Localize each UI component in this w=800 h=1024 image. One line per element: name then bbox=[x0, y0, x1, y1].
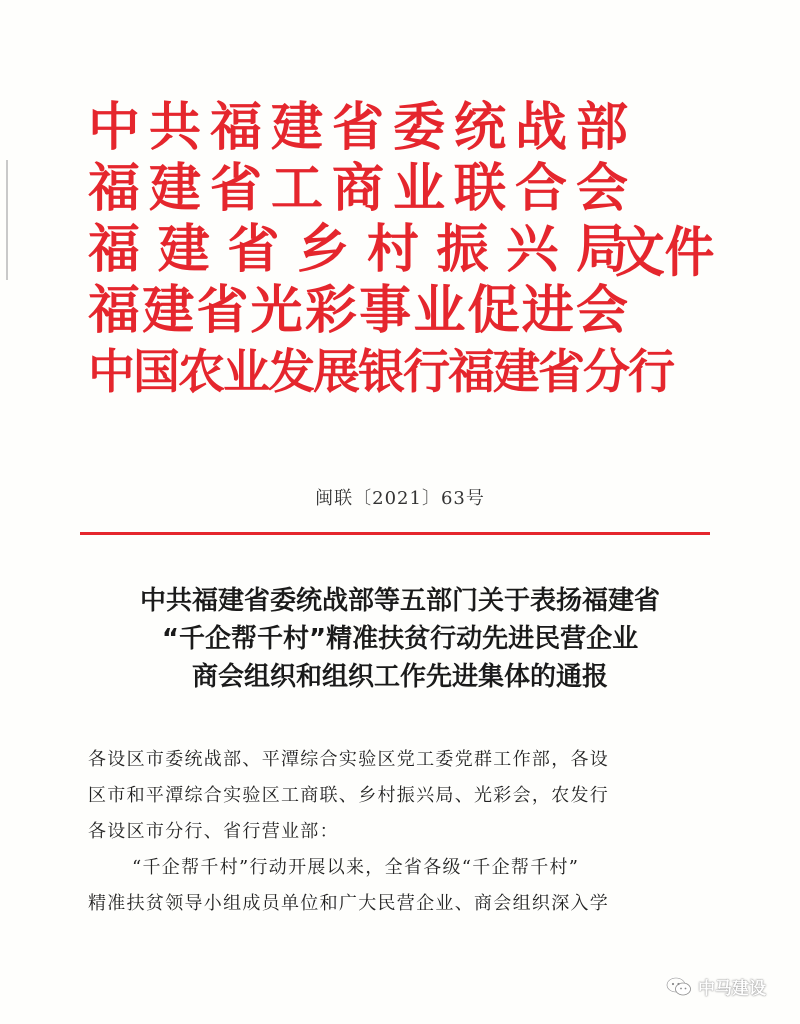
addressee-line: 各设区市委统战部、平潭综合实验区党工委党群工作部，各设 bbox=[88, 749, 610, 770]
document-number: 闽联〔2021〕63号 bbox=[315, 488, 485, 509]
watermark bbox=[666, 974, 766, 999]
document-type-label: 文件 bbox=[615, 221, 715, 284]
document-body bbox=[88, 742, 728, 922]
issuer-line: 福建省乡村振兴局 bbox=[88, 220, 628, 280]
paragraph-line: 精准扶贫领导小组成员单位和广大民营企业、商会组织深入学 bbox=[88, 893, 610, 914]
addressee-line: 各设区市分行、省行营业部： bbox=[88, 821, 339, 842]
paragraph-line: “千企帮千村”行动开展以来，全省各级“千企帮千村” bbox=[132, 857, 580, 878]
issuer-line: 福建省工商业联合会 bbox=[88, 159, 628, 219]
red-divider-line bbox=[80, 532, 710, 535]
issuer-line: 中共福建省委统战部 bbox=[88, 98, 628, 158]
title-line: 商会组织和组织工作先进集体的通报 bbox=[191, 662, 608, 692]
addressee-line: 区市和平潭综合实验区工商联、乡村振兴局、光彩会，农发行 bbox=[88, 785, 610, 806]
document-title bbox=[60, 582, 740, 696]
title-line: “千企帮千村”精准扶贫行动先进民营企业 bbox=[161, 624, 639, 654]
watermark-text: 中马建设 bbox=[698, 979, 766, 999]
issuer-line: 中国农业发展银行福建省分行 bbox=[88, 345, 673, 400]
scan-edge-mark bbox=[6, 160, 8, 280]
wechat-icon bbox=[666, 977, 692, 997]
issuer-line: 福建省光彩事业促进会 bbox=[88, 281, 628, 341]
title-line: 中共福建省委统战部等五部门关于表扬福建省 bbox=[139, 586, 660, 616]
